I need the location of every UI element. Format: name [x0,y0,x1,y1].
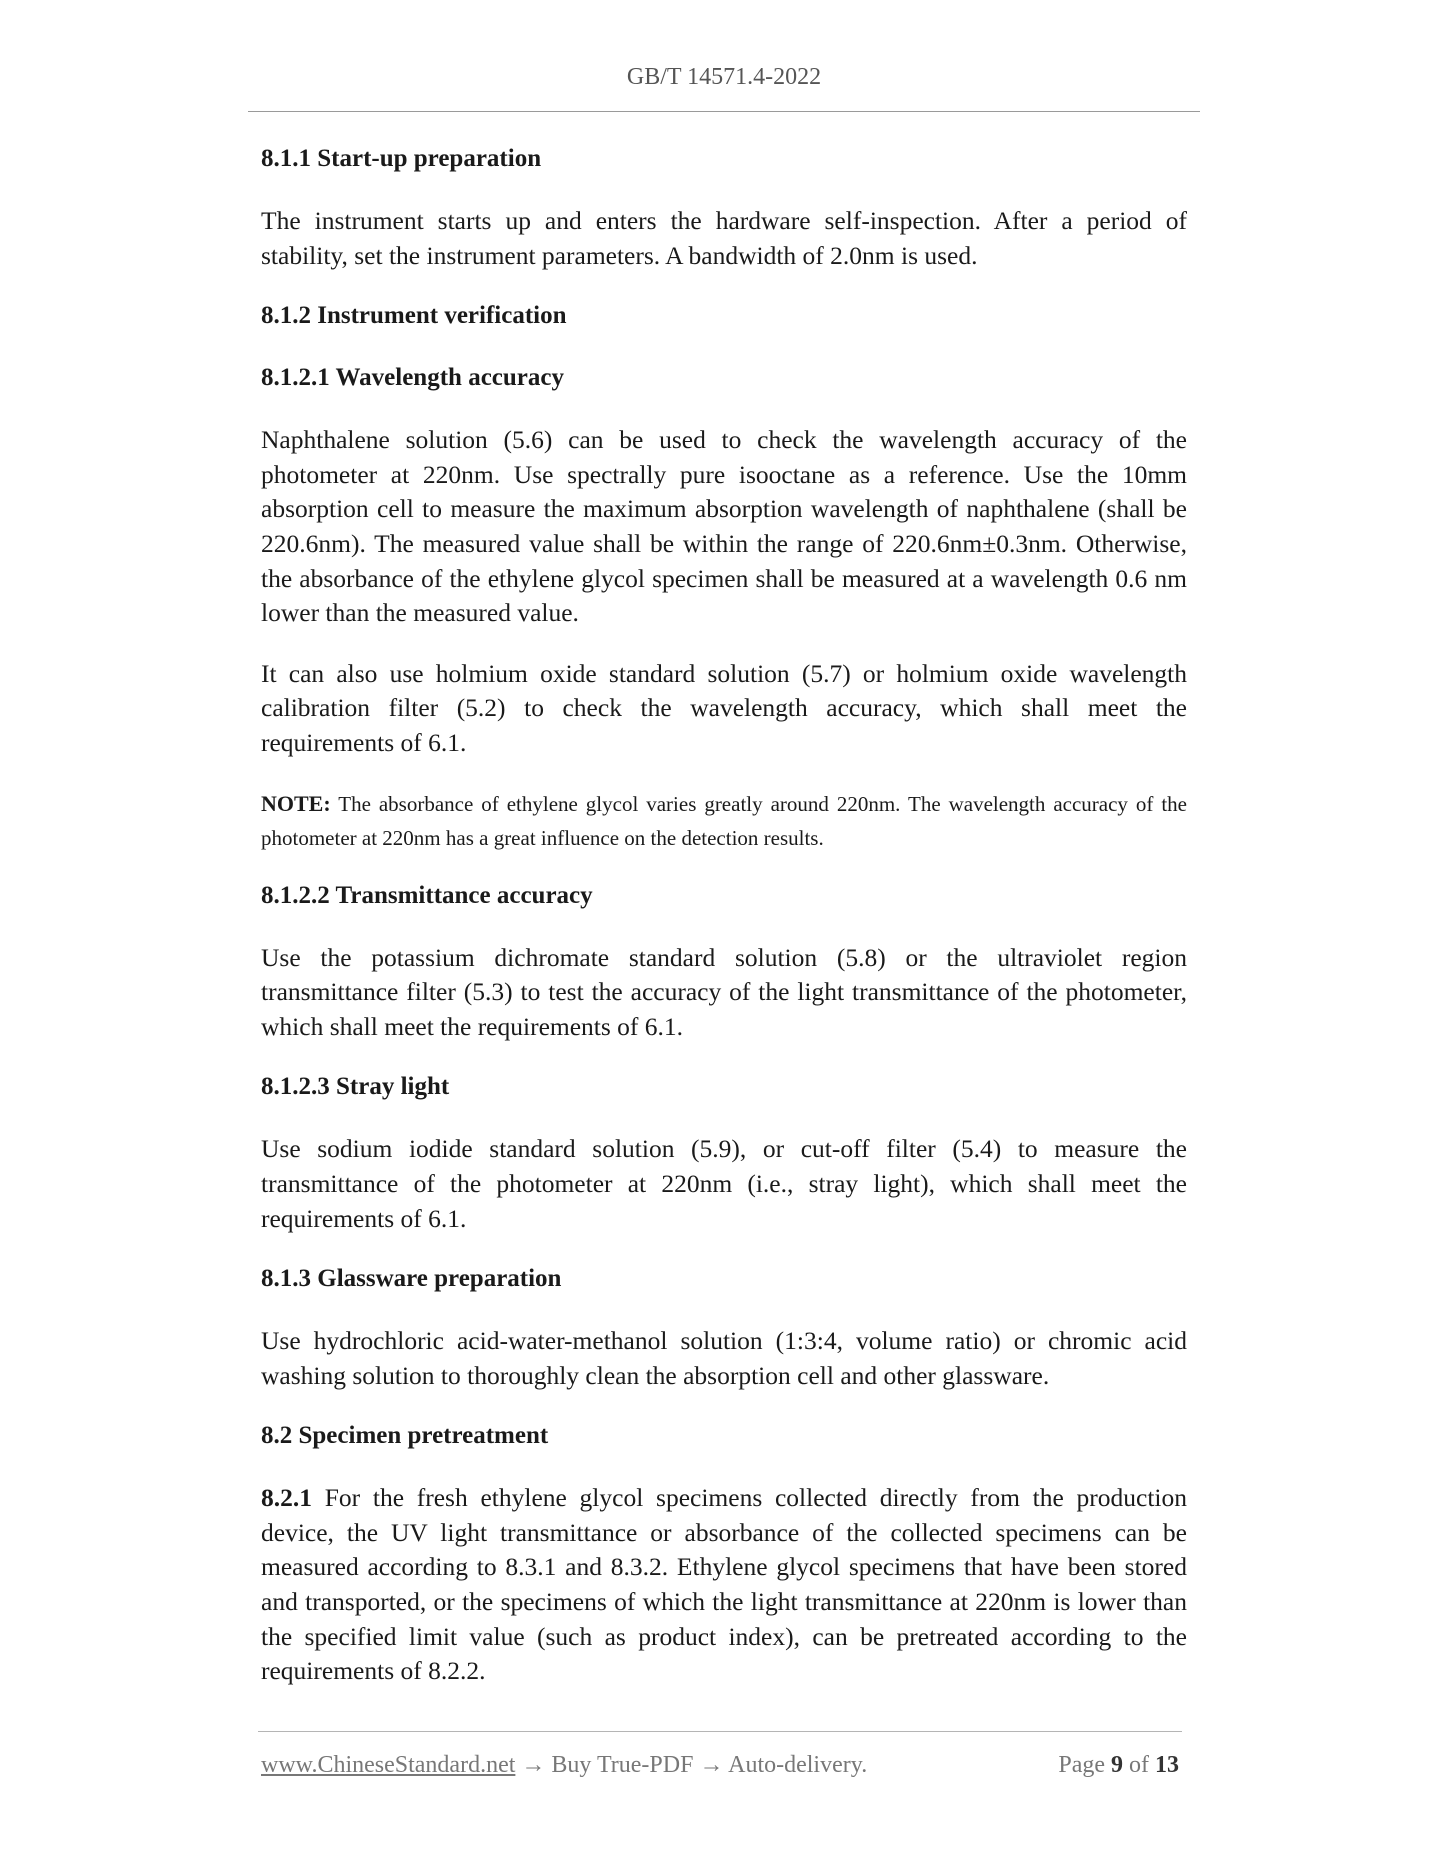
note-paragraph [261,787,1187,855]
note-text: The absorbance of ethylene glycol varies greatly around 220nm. The wavelength accuracy of the photometer at 220nm has a great influence on the detection results. [261,791,1187,850]
document-header: GB/T 14571.4-2022 [626,64,822,90]
paragraph-8-1-2-1-b: It can also use holmium oxide standard solution (5.7) or holmium oxide wavelength calibration filter (5.2) to check the wavelength accuracy, which shall meet the requirements of 6.1. [261,658,1187,757]
header-divider [248,111,1200,112]
page-total: 13 [1155,1752,1179,1778]
of-word: of [1129,1752,1149,1778]
section-heading-8-1-2-2: 8.1.2.2 Transmittance accuracy [261,881,593,909]
section-heading-8-1-2-3: 8.1.2.3 Stray light [261,1073,450,1101]
page-number: 9 [1111,1752,1123,1778]
paragraph-8-1-1: The instrument starts up and enters the hardware self-inspection. After a period of stability, set the instrument parameters. A bandwidth of 2.0nm is used. [261,206,1187,270]
section-heading-8-1-1: 8.1.1 Start-up preparation [261,145,542,172]
section-heading-8-1-3: 8.1.3 Glassware preparation [261,1265,562,1293]
section-heading-8-2: 8.2 Specimen pretreatment [261,1422,549,1450]
page-indicator [1058,1752,1179,1779]
page-word: Page [1058,1752,1105,1778]
paragraph-8-1-2-1-a: Naphthalene solution (5.6) can be used to check the wavelength accuracy of the photometer at 220nm. Use spectrally pure isooctane as a reference. Use the 10mm absorption cell to measure the maximum absorption wavelength of naphthalene (shall be 220.6nm). The measured value shall be within the range of 220.6nm±0.3nm. Otherwise, the absorbance of the ethylene glycol specimen shall be measured at a wavelength 0.6 nm lower than the measured value. [261,425,1187,628]
footer-divider [258,1731,1182,1732]
clause-label-8-2-1: 8.2.1 [261,1483,312,1513]
section-heading-8-1-2-1: 8.1.2.1 Wavelength accuracy [261,364,564,392]
paragraph-8-2-1 [261,1481,1187,1689]
website-link[interactable]: www.ChineseStandard.net [261,1752,516,1778]
document-body [261,142,1187,1715]
document-footer [261,1752,1179,1779]
paragraph-8-1-3: Use hydrochloric acid-water-methanol solution (1:3:4, volume ratio) or chromic acid washing solution to thoroughly clean the absorption cell and other glassware. [261,1326,1187,1390]
clause-text-8-2-1: For the fresh ethylene glycol specimens collected directly from the production device, the UV light transmittance or absorbance of the collected specimens can be measured according to 8.3.1 and 8.3.2. Ethylene glycol specimens that have been stored and transported, or the specimens of which the light transmittance at 220nm is lower than the specified limit value (such as product index), can be pretreated according to the requirements of 8.2.2. [261,1483,1187,1686]
note-label: NOTE: [261,790,331,816]
section-heading-8-1-2: 8.1.2 Instrument verification [261,302,567,330]
paragraph-8-1-2-2: Use the potassium dichromate standard solution (5.8) or the ultraviolet region transmittance filter (5.3) to test the accuracy of the light transmittance of the photometer, which shall meet the requirements of 6.1. [261,942,1187,1041]
paragraph-8-1-2-3: Use sodium iodide standard solution (5.9), or cut-off filter (5.4) to measure the transmittance of the photometer at 220nm (i.e., stray light), which shall meet the requirements of 6.1. [261,1134,1187,1233]
footer-tagline: → Buy True-PDF → Auto-delivery. [515,1752,868,1778]
